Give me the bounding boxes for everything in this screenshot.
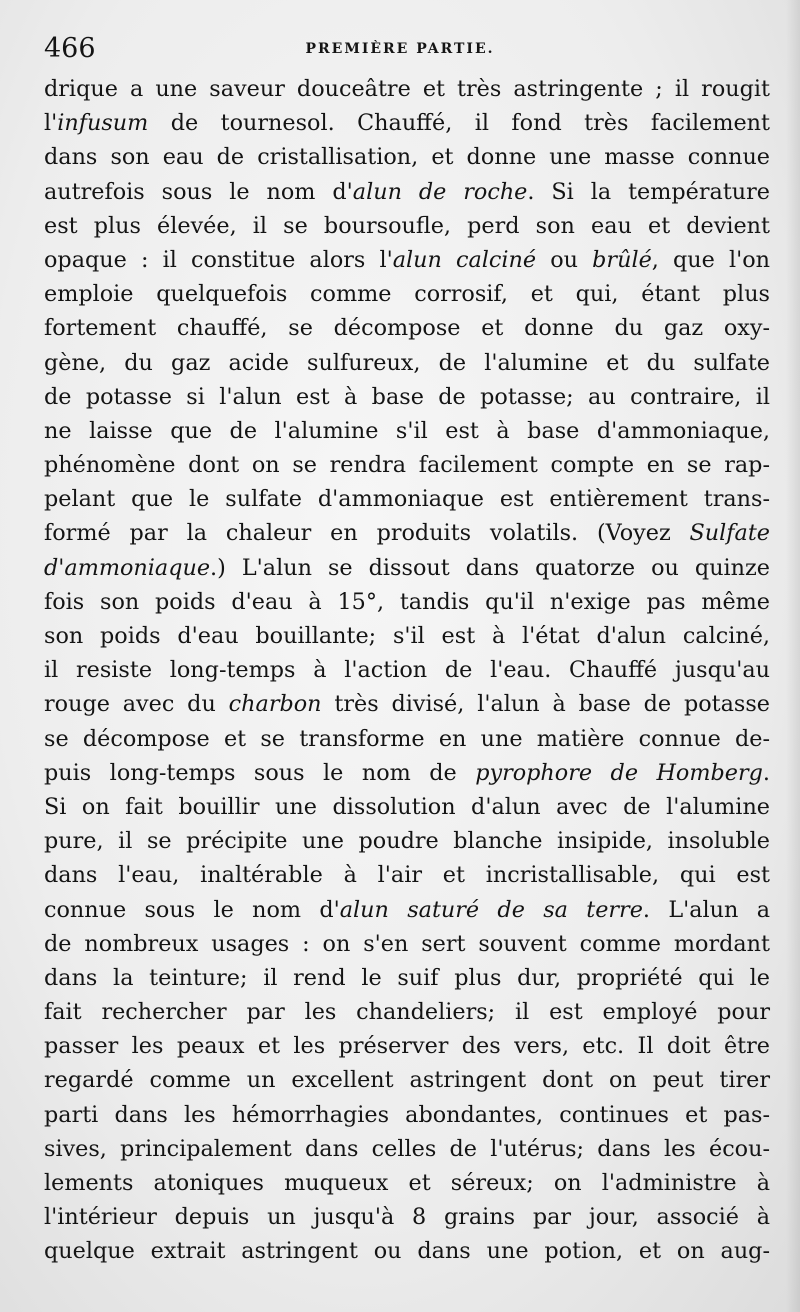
text-line xyxy=(44,482,770,516)
text-run: , que l'on xyxy=(651,246,770,273)
text-line xyxy=(44,1098,770,1132)
text-run: de tournesol. Chauffé, il fond très facilement xyxy=(148,110,770,137)
italic-term: brûlé xyxy=(592,246,652,273)
text-line xyxy=(44,995,770,1029)
text-run: connue sous le nom d' xyxy=(44,896,340,923)
text-run: l' xyxy=(44,110,58,137)
text-run: sives, principalement dans celles de l'utérus; dans les écou- xyxy=(44,1135,770,1162)
text-line xyxy=(44,1200,770,1234)
text-run: de potasse si l'alun est à base de potasse; au contraire, il xyxy=(44,383,770,410)
text-run: drique a une saveur douceâtre et très astringente ; il rougit xyxy=(44,76,770,102)
text-run: fait rechercher par les chandeliers; il est employé pour xyxy=(44,999,770,1026)
text-run: ou xyxy=(536,246,593,273)
text-run: formé par la chaleur en produits volatils. (Voyez xyxy=(44,520,690,547)
text-run: son poids d'eau bouillante; s'il est à l'état d'alun calciné, xyxy=(44,623,770,649)
text-line xyxy=(44,585,770,619)
text-run: gène, du gaz acide sulfureux, de l'alumine et du sulfate xyxy=(44,349,770,376)
text-run: pelant que le sulfate d'ammoniaque est entièrement trans- xyxy=(44,486,770,513)
text-run: . xyxy=(762,759,770,786)
text-line xyxy=(44,209,770,243)
text-line xyxy=(44,1029,770,1063)
text-run: fortement chauffé, se décompose et donne du gaz oxy- xyxy=(44,315,770,342)
text-run: très divisé, l'alun à base de potasse xyxy=(321,691,770,718)
text-run: . L'alun a xyxy=(642,896,770,923)
text-line xyxy=(44,1132,770,1166)
text-run: lements atoniques muqueux et séreux; on l'administre à xyxy=(44,1170,770,1196)
text-run: . Si la température xyxy=(527,178,770,205)
text-line xyxy=(44,1166,770,1200)
italic-term: d'ammoniaque xyxy=(44,554,211,581)
text-run: Si on fait bouillir une dissolution d'alun avec de l'alumine xyxy=(44,793,770,820)
italic-term: charbon xyxy=(228,691,322,718)
text-run: est plus élevée, il se boursoufle, perd son eau et devient xyxy=(44,212,770,239)
text-line xyxy=(44,346,770,380)
text-line xyxy=(44,516,770,550)
body-text xyxy=(44,72,770,1269)
text-line xyxy=(44,858,770,892)
text-line xyxy=(44,551,770,585)
italic-term: alun calciné xyxy=(392,246,537,273)
text-run: fois son poids d'eau à 15°, tandis qu'il n'exige pas même xyxy=(44,588,770,615)
text-line xyxy=(44,1234,770,1268)
text-line xyxy=(44,653,770,687)
text-line xyxy=(44,72,770,106)
text-line xyxy=(44,790,770,824)
italic-term: alun saturé de sa terre xyxy=(339,896,643,923)
page-number: 466 xyxy=(44,33,96,64)
text-run: dans son eau de cristallisation, et donne une masse connue xyxy=(44,144,770,171)
text-line xyxy=(44,311,770,345)
text-line xyxy=(44,277,770,311)
text-run: regardé comme un excellent astringent dont on peut tirer xyxy=(44,1067,770,1094)
text-line xyxy=(44,687,770,721)
text-run: autrefois sous le nom d' xyxy=(44,178,353,205)
text-run: .) L'alun se dissout dans quatorze ou quinze xyxy=(210,554,770,581)
text-run: emploie quelquefois comme corrosif, et qui, étant plus xyxy=(44,281,770,308)
text-run: puis long-temps sous le nom de xyxy=(44,759,476,786)
text-line xyxy=(44,414,770,448)
text-line xyxy=(44,619,770,653)
italic-term: pyrophore de Homberg xyxy=(475,759,763,786)
text-line xyxy=(44,1063,770,1097)
text-run: ne laisse que de l'alumine s'il est à base d'ammoniaque, xyxy=(44,417,770,444)
page-edge-shadow xyxy=(786,0,800,1312)
text-line xyxy=(44,756,770,790)
running-head xyxy=(44,34,756,64)
italic-term: alun de roche xyxy=(352,178,528,205)
text-line xyxy=(44,175,770,209)
italic-term: infusum xyxy=(57,110,149,137)
text-run: dans l'eau, inaltérable à l'air et incristallisable, qui est xyxy=(44,862,770,889)
text-run: de nombreux usages : on s'en sert souvent comme mordant xyxy=(44,930,770,957)
text-run: parti dans les hémorrhagies abondantes, continues et pas- xyxy=(44,1101,770,1128)
text-run: phénomène dont on se rendra facilement compte en se rap- xyxy=(44,452,770,479)
text-run: opaque : il constitue alors l' xyxy=(44,246,393,273)
text-run: se décompose et se transforme en une matière connue de- xyxy=(44,725,770,752)
text-run: pure, il se précipite une poudre blanche insipide, insoluble xyxy=(44,828,770,855)
text-run: rouge avec du xyxy=(44,691,229,718)
running-title: PREMIÈRE PARTIE. xyxy=(305,41,495,57)
italic-term: Sulfate xyxy=(689,520,770,547)
text-run: passer les peaux et les préserver des vers, etc. Il doit être xyxy=(44,1033,770,1060)
text-line xyxy=(44,961,770,995)
text-run: quelque extrait astringent ou dans une potion, et on aug- xyxy=(44,1238,770,1265)
text-line xyxy=(44,927,770,961)
text-line xyxy=(44,893,770,927)
text-line xyxy=(44,380,770,414)
text-run: l'intérieur depuis un jusqu'à 8 grains par jour, associé à xyxy=(44,1204,770,1231)
text-line xyxy=(44,106,770,140)
text-line xyxy=(44,824,770,858)
text-line xyxy=(44,243,770,277)
text-run: dans la teinture; il rend le suif plus dur, propriété qui le xyxy=(44,964,770,991)
text-run: il resiste long-temps à l'action de l'eau. Chauffé jusqu'au xyxy=(44,657,770,684)
text-line xyxy=(44,140,770,174)
text-line xyxy=(44,448,770,482)
text-line xyxy=(44,722,770,756)
